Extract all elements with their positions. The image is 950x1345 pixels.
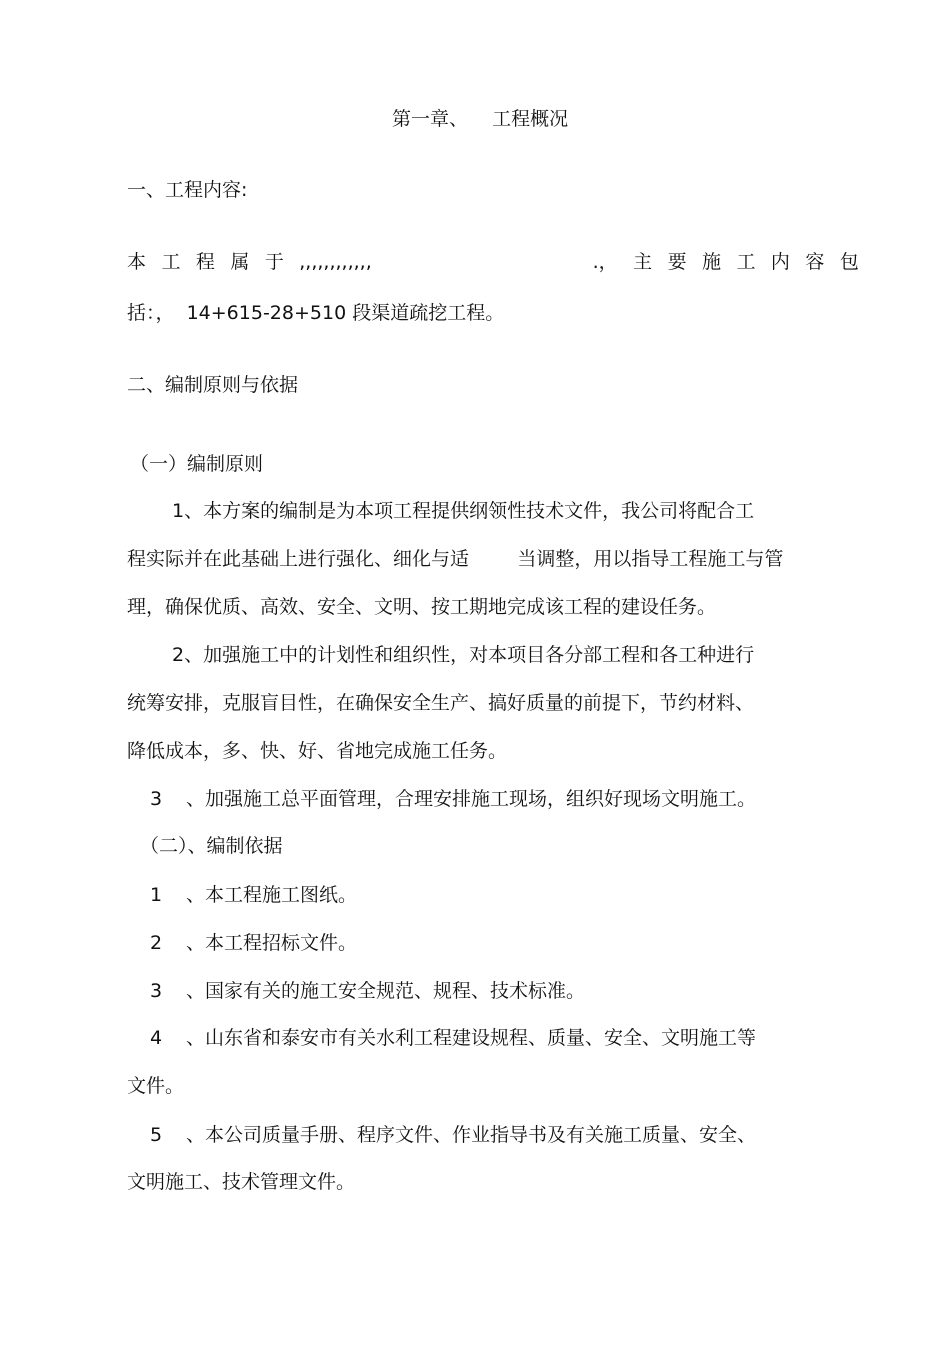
char: 要 xyxy=(667,251,687,273)
char: 属 xyxy=(230,251,250,273)
char: ,,,,,,,,,,,, xyxy=(299,251,372,273)
item-text: 、山东省和泰安市有关水利工程建设规程、质量、安全、文明施工等 xyxy=(186,1027,757,1049)
paragraph-1-line: 程实际并在此基础上进行强化、细化与适 当调整，用以指导工程施工与管 xyxy=(127,548,784,570)
item-text: 、加强施工总平面管理，合理安排施工现场，组织好现场文明施工。 xyxy=(186,788,757,810)
item-number: 5 xyxy=(150,1124,163,1146)
char: 本 xyxy=(127,251,147,273)
basis-item xyxy=(150,1026,756,1050)
item-number: 2 xyxy=(150,932,163,954)
char: 包 xyxy=(839,251,859,273)
paragraph-3 xyxy=(150,787,756,811)
subheading-basis: （二）、编制依据 xyxy=(140,835,283,857)
item-text: 、本公司质量手册、程序文件、作业指导书及有关施工质量、安全、 xyxy=(186,1124,757,1146)
item-number: 4 xyxy=(150,1027,163,1049)
char: 工 xyxy=(161,251,181,273)
blank-gap xyxy=(387,250,577,274)
paragraph-1-line: 理，确保优质、高效、安全、文明、按工期地完成该工程的建设任务。 xyxy=(127,596,717,618)
item-text: 、本工程施工图纸。 xyxy=(186,884,358,906)
char: 内 xyxy=(770,251,790,273)
basis-item-continuation: 文明施工、技术管理文件。 xyxy=(127,1171,356,1193)
char: 于 xyxy=(264,251,284,273)
item-number: 3 xyxy=(150,980,163,1002)
item-text: 、本工程招标文件。 xyxy=(186,932,358,954)
basis-item xyxy=(150,931,357,955)
section-heading-principles-basis: 二、编制原则与依据 xyxy=(127,374,299,396)
char: 容 xyxy=(805,251,825,273)
project-scope-line: 括：， 14+615-28+510 段渠道疏挖工程。 xyxy=(127,302,505,324)
justified-line-project-ownership xyxy=(127,250,859,274)
basis-item xyxy=(150,979,585,1003)
section-heading-project-content: 一、工程内容: xyxy=(127,179,248,201)
char: 施 xyxy=(702,251,722,273)
paragraph-2-line: 2、加强施工中的计划性和组织性，对本项目各分部工程和各工种进行 xyxy=(172,644,755,666)
basis-item xyxy=(150,883,357,907)
paragraph-2-line: 统筹安排，克服盲目性，在确保安全生产、搞好质量的前提下，节约材料、 xyxy=(127,692,755,714)
char: 工 xyxy=(736,251,756,273)
basis-item xyxy=(150,1123,756,1147)
item-text: 、国家有关的施工安全规范、规程、技术标准。 xyxy=(186,980,586,1002)
subheading-principles: （一）编制原则 xyxy=(130,453,264,475)
basis-item-continuation: 文件。 xyxy=(127,1075,185,1097)
char: 程 xyxy=(195,251,215,273)
paragraph-2-line: 降低成本，多、快、好、省地完成施工任务。 xyxy=(127,740,508,762)
item-number: 3 xyxy=(150,788,163,810)
char: 主 xyxy=(633,251,653,273)
paragraph-1-line: 1、本方案的编制是为本项工程提供纲领性技术文件，我公司将配合工 xyxy=(172,500,755,522)
item-number: 1 xyxy=(150,884,163,906)
char: .， xyxy=(592,251,618,273)
page-title: 第一章、 工程概况 xyxy=(392,108,569,130)
